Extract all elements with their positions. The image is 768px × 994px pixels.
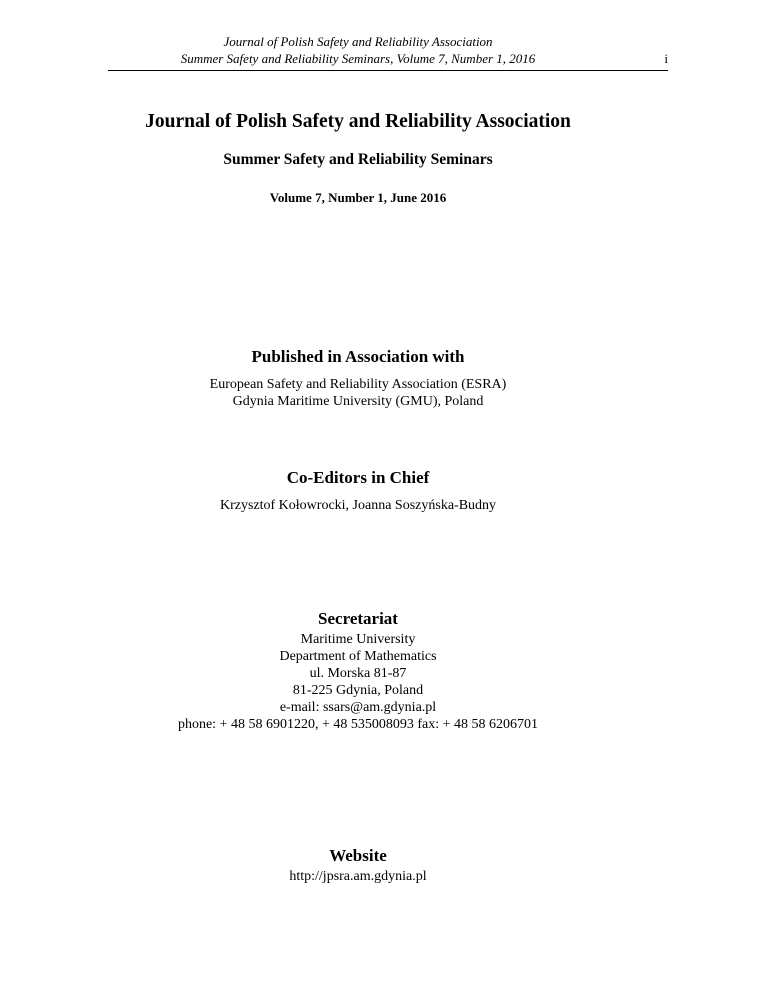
secretariat-address bbox=[108, 631, 608, 733]
issue-info: Volume 7, Number 1, June 2016 bbox=[269, 190, 447, 205]
website-heading: Website bbox=[329, 846, 387, 865]
secretariat-street: ul. Morska 81-87 bbox=[309, 666, 407, 681]
editors-names: Krzysztof Kołowrocki, Joanna Soszyńska-Budny bbox=[219, 498, 497, 513]
editors-heading: Co-Editors in Chief bbox=[286, 468, 430, 487]
website-url[interactable]: http://jpsra.am.gdynia.pl bbox=[289, 869, 427, 884]
published-associations bbox=[108, 376, 608, 410]
secretariat-city: 81-225 Gdynia, Poland bbox=[292, 683, 424, 698]
secretariat-email: e-mail: ssars@am.gdynia.pl bbox=[279, 700, 437, 715]
secretariat-heading: Secretariat bbox=[318, 609, 398, 628]
running-header-issue: Summer Safety and Reliability Seminars, Volume 7, Number 1, 2016 bbox=[180, 51, 536, 66]
journal-title: Journal of Polish Safety and Reliability Association bbox=[145, 111, 571, 132]
running-header-journal: Journal of Polish Safety and Reliability Association bbox=[223, 34, 493, 49]
secretariat-phone: phone: + 48 58 6901220, + 48 535008093 fax: + 48 58 6206701 bbox=[177, 717, 539, 732]
published-heading: Published in Association with bbox=[251, 347, 465, 366]
running-header-text bbox=[108, 33, 608, 67]
series-title: Summer Safety and Reliability Seminars bbox=[223, 151, 493, 168]
association-esra: European Safety and Reliability Association (ESRA) bbox=[209, 377, 507, 392]
secretariat-institution: Maritime University bbox=[300, 632, 416, 647]
secretariat-department: Department of Mathematics bbox=[279, 649, 437, 664]
page-number: i bbox=[664, 51, 668, 66]
running-header bbox=[108, 33, 668, 71]
association-gmu: Gdynia Maritime University (GMU), Poland bbox=[232, 394, 484, 409]
